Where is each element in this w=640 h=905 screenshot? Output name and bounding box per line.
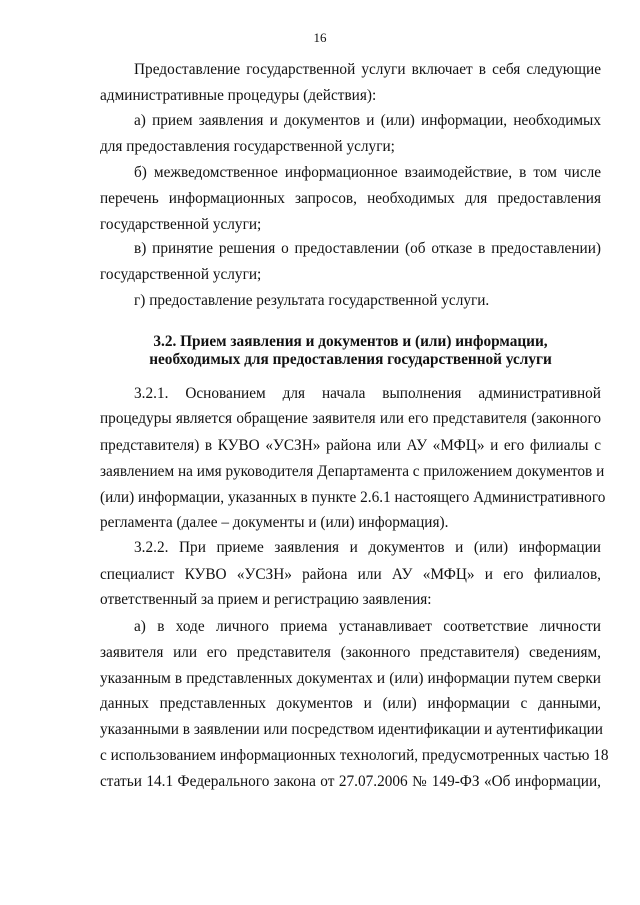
- text-line: б) межведомственное информационное взаимодействие, в том числе: [134, 164, 601, 181]
- text-line: представителя) в КУВО «УСЗН» района или АУ «МФЦ» и его филиалы с: [100, 437, 601, 454]
- text-line: 3.2.1. Основанием для начала выполнения административной: [134, 385, 601, 402]
- text-line: (или) информации, указанных в пункте 2.6.1 настоящего Административного: [100, 489, 606, 506]
- text-line: перечень информационных запросов, необходимых для предоставления: [100, 190, 601, 207]
- text-line: данных представленных документов и (или) информации с данными,: [100, 695, 601, 712]
- text-line: государственной услуги;: [100, 266, 262, 283]
- page-number: 16: [313, 30, 327, 45]
- text-line: статьи 14.1 Федерального закона от 27.07.2006 № 149-ФЗ «Об информации,: [100, 773, 601, 790]
- heading-line: необходимых для предоставления государственной услуги: [149, 351, 552, 368]
- text-line: заявлением на имя руководителя Департамента с приложением документов и: [100, 463, 605, 480]
- text-line: Предоставление государственной услуги включает в себя следующие: [134, 61, 601, 78]
- text-line: в) принятие решения о предоставлении (об отказе в предоставлении): [134, 240, 601, 257]
- text-line: указанными в заявлении или посредством идентификации и аутентификации: [100, 721, 603, 738]
- text-line: ответственный за прием и регистрацию заявления:: [100, 591, 432, 608]
- text-line: с использованием информационных технологий, предусмотренных частью 18: [100, 747, 609, 764]
- heading-line: 3.2. Прием заявления и документов и (или) информации,: [153, 333, 548, 350]
- text-line: а) прием заявления и документов и (или) информации, необходимых: [134, 112, 601, 129]
- text-line: указанным в представленных документах и (или) информации путем сверки: [100, 670, 601, 687]
- text-line: регламента (далее – документы и (или) информация).: [100, 514, 449, 531]
- text-line: а) в ходе личного приема устанавливает соответствие личности: [134, 618, 601, 635]
- text-line: 3.2.2. При приеме заявления и документов и (или) информации: [134, 539, 601, 556]
- text-line: административные процедуры (действия):: [100, 87, 377, 104]
- text-line: государственной услуги;: [100, 216, 262, 233]
- text-line: для предоставления государственной услуги;: [100, 138, 395, 155]
- text-line: процедуры является обращение заявителя или его представителя (законного: [100, 410, 601, 427]
- text-line: специалист КУВО «УСЗН» района или АУ «МФЦ» и его филиалов,: [100, 566, 601, 583]
- text-line: заявителя или его представителя (законного представителя) сведениям,: [100, 644, 601, 661]
- text-line: г) предоставление результата государственной услуги.: [134, 292, 490, 309]
